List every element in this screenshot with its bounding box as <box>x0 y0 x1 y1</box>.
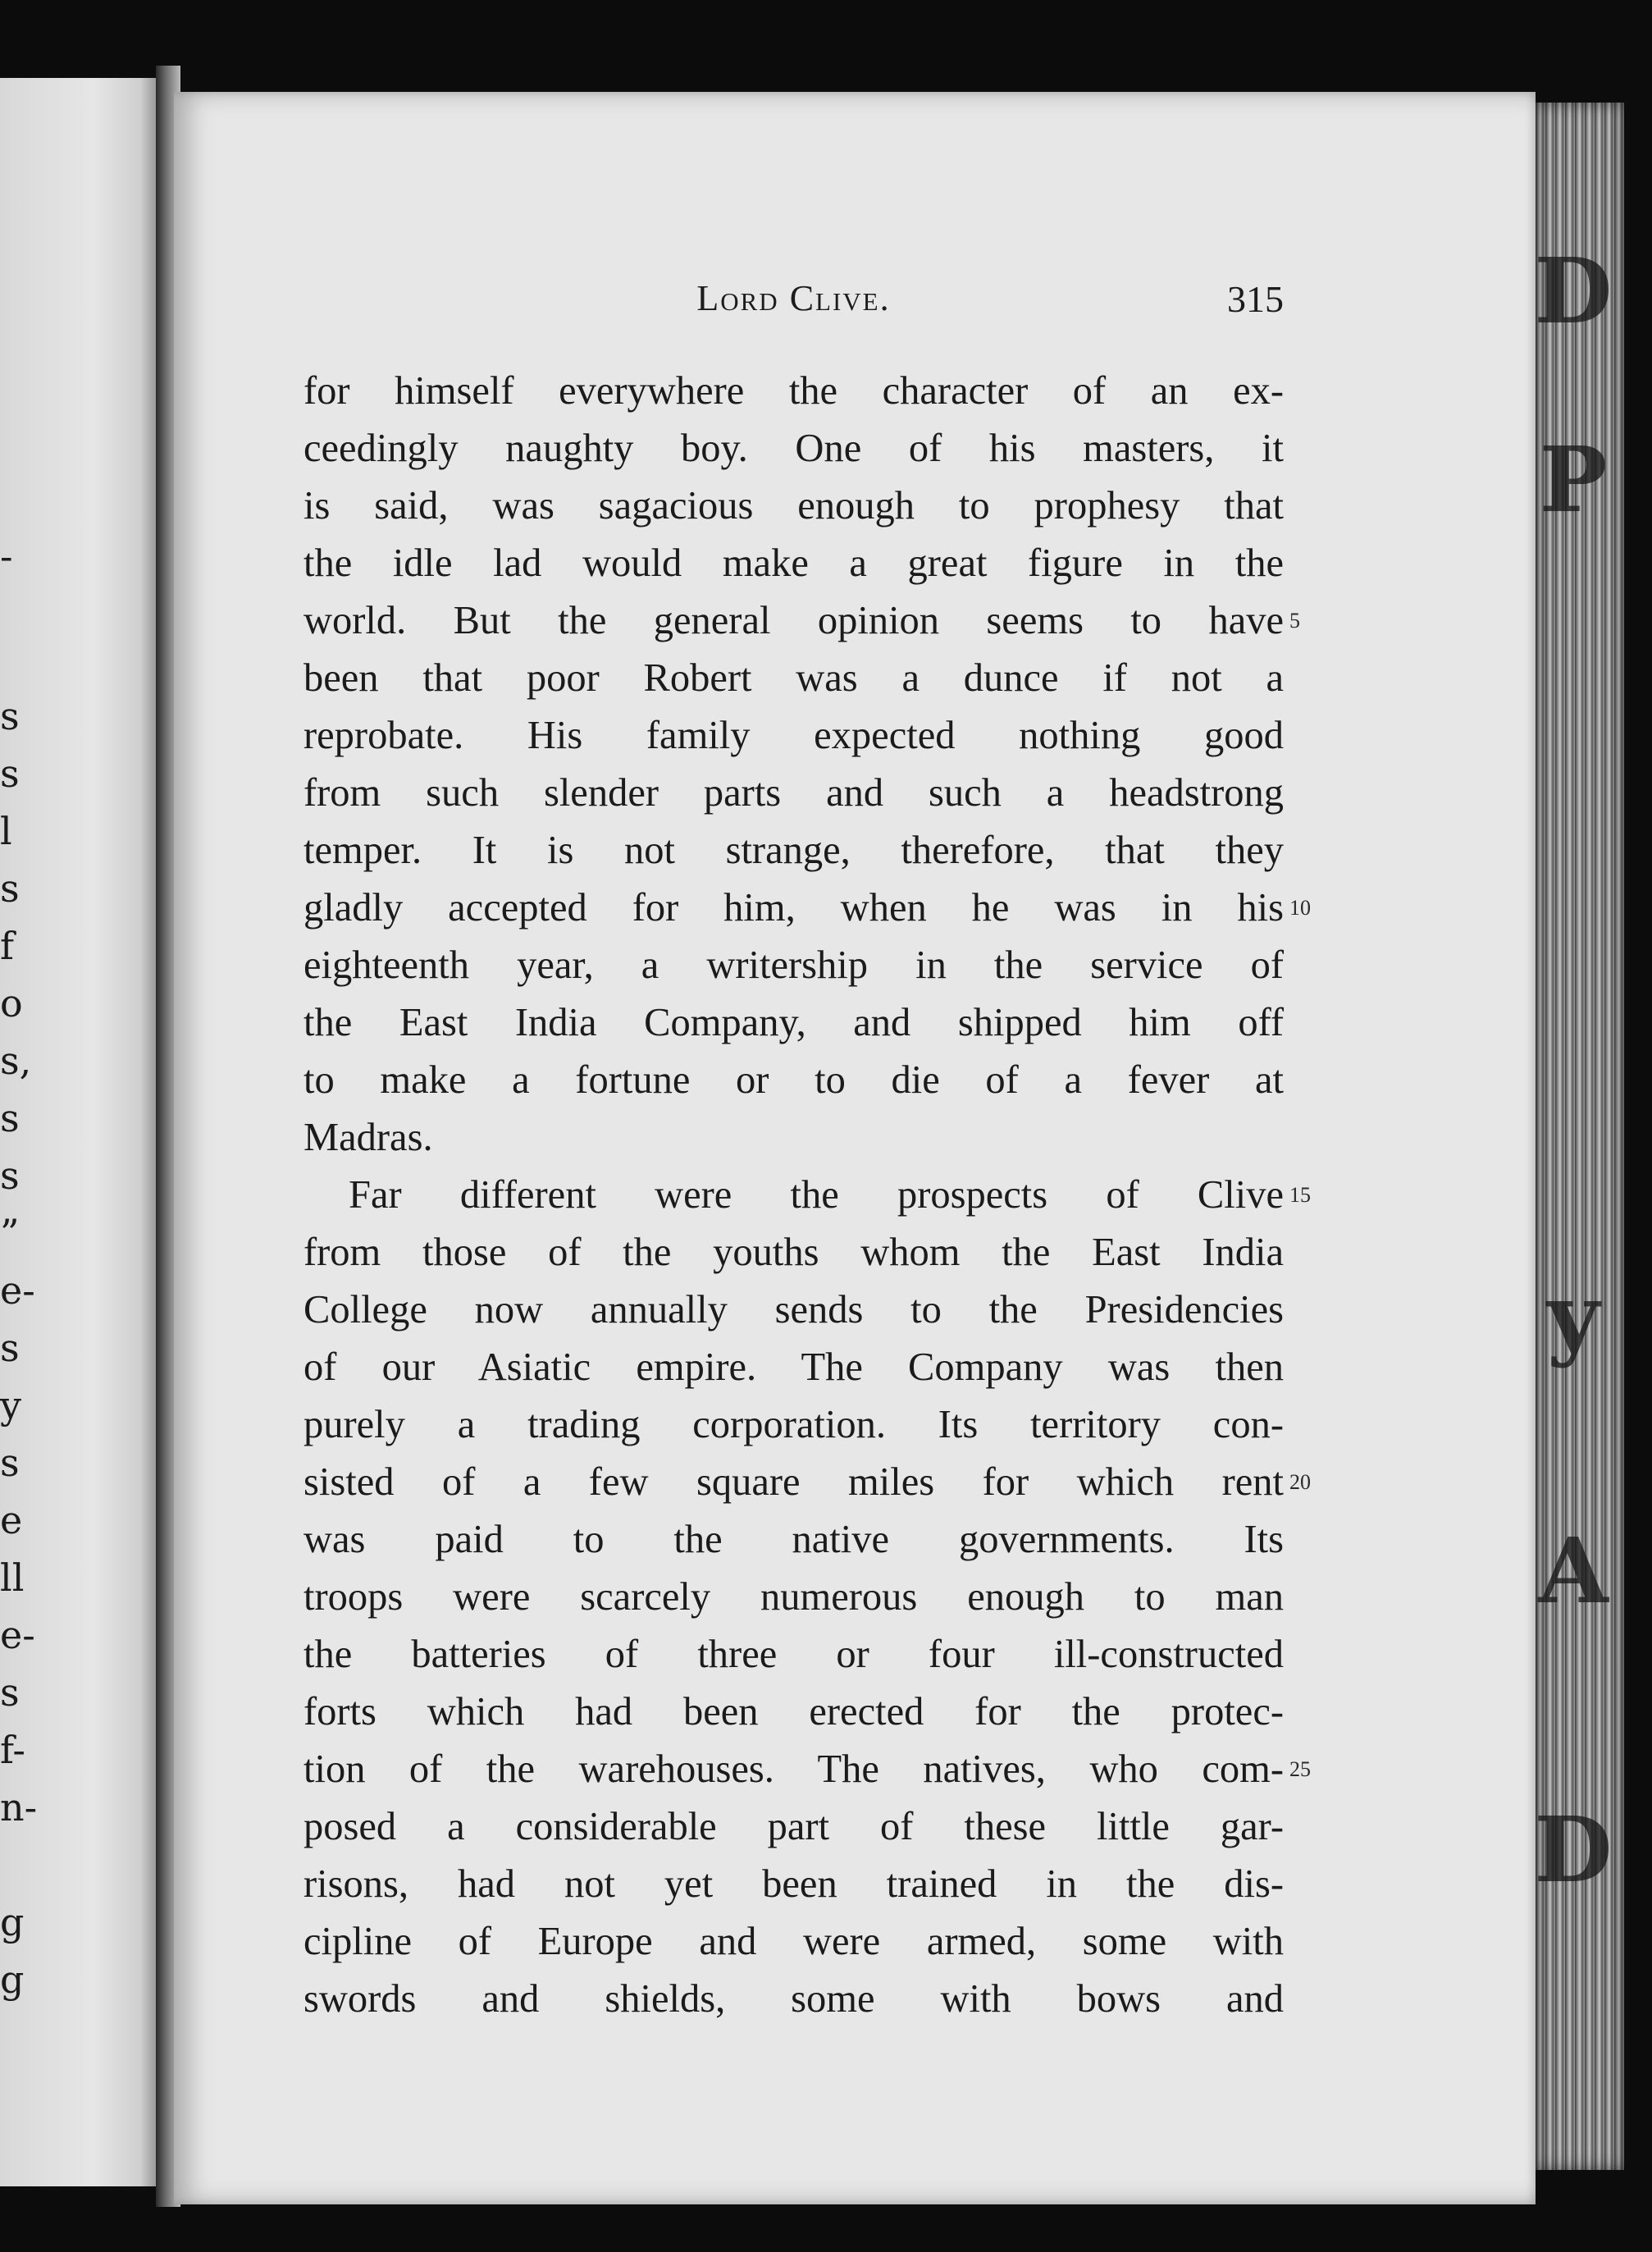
text-line: reprobate. His family expected nothing good <box>303 714 1284 757</box>
edge-mark: A <box>1538 1518 1609 1624</box>
left-fragment: e- <box>0 1268 35 1313</box>
left-fragment: o <box>0 981 23 1026</box>
left-facing-page <box>0 78 156 2186</box>
line-number: 25 <box>1289 1757 1311 1781</box>
line-number: 20 <box>1289 1470 1311 1494</box>
left-fragment: s <box>0 1096 20 1140</box>
left-fragment: s <box>0 1670 20 1715</box>
edge-mark: D <box>1534 238 1613 344</box>
text-line: eighteenth year, a writership in the service of <box>303 943 1284 987</box>
left-fragment: e- <box>0 1613 35 1657</box>
text-line: sisted of a few square miles for which rent <box>303 1460 1284 1504</box>
text-line: from such slender parts and such a headstrong <box>303 771 1284 815</box>
text-line: ceedingly naughty boy. One of his masters, it <box>303 427 1284 470</box>
left-fragment: s <box>0 866 20 911</box>
left-fragment: s, <box>0 1039 32 1083</box>
left-fragment: e <box>0 1498 23 1542</box>
text-line: Far different were the prospects of Clive <box>349 1173 1284 1217</box>
left-fragment: g <box>0 1957 25 2002</box>
left-fragment: s <box>0 1153 20 1198</box>
text-line: Madras. <box>303 1116 433 1159</box>
left-fragment: f- <box>0 1728 25 1772</box>
text-line: the East India Company, and shipped him off <box>303 1001 1284 1044</box>
left-fragment: g <box>0 1900 25 1944</box>
left-fragment: ” <box>0 1211 20 1255</box>
left-fragment: s <box>0 751 20 796</box>
text-line: was paid to the native governments. Its <box>303 1518 1284 1561</box>
text-line: world. But the general opinion seems to have <box>303 599 1284 642</box>
text-line: cipline of Europe and were armed, some with <box>303 1920 1284 1963</box>
left-fragment: n- <box>0 1785 38 1829</box>
page-number: 315 <box>1227 278 1284 320</box>
text-line: gladly accepted for him, when he was in his <box>303 886 1284 930</box>
text-line: of our Asiatic empire. The Company was then <box>303 1345 1284 1389</box>
text-line: swords and shields, some with bows and <box>303 1977 1284 2021</box>
text-line: to make a fortune or to die of a fever at <box>303 1058 1284 1102</box>
left-fragment: ll <box>0 1555 25 1600</box>
left-fragment: f <box>0 924 15 968</box>
text-line: from those of the youths whom the East India <box>303 1231 1284 1274</box>
text-line: for himself everywhere the character of an ex- <box>303 369 1284 413</box>
left-fragment: - <box>0 534 13 578</box>
left-fragment: s <box>0 1441 20 1485</box>
line-number: 10 <box>1289 896 1311 920</box>
edge-mark: y <box>1547 1263 1600 1369</box>
text-line: the batteries of three or four ill-constructed <box>303 1633 1284 1676</box>
edge-mark: P <box>1539 427 1608 532</box>
running-head-title: Lord Clive. <box>696 278 891 318</box>
text-line: tion of the warehouses. The natives, who com- <box>303 1747 1284 1791</box>
line-number: 15 <box>1289 1183 1311 1207</box>
text-line: is said, was sagacious enough to prophesy that <box>303 484 1284 528</box>
text-line: posed a considerable part of these little gar- <box>303 1805 1284 1848</box>
text-line: College now annually sends to the Presidencies <box>303 1288 1284 1332</box>
left-fragment: l <box>0 809 12 853</box>
text-line: purely a trading corporation. Its territory con- <box>303 1403 1284 1446</box>
left-fragment: y <box>0 1383 21 1427</box>
text-line: the idle lad would make a great figure in the <box>303 541 1284 585</box>
edge-mark: D <box>1534 1797 1613 1903</box>
text-line: temper. It is not strange, therefore, that they <box>303 829 1284 872</box>
text-line: forts which had been erected for the protec- <box>303 1690 1284 1734</box>
line-number: 5 <box>1289 609 1300 633</box>
text-line: troops were scarcely numerous enough to man <box>303 1575 1284 1619</box>
running-head <box>303 277 1284 327</box>
left-fragment: s <box>0 1326 20 1370</box>
text-line: risons, had not yet been trained in the dis- <box>303 1862 1284 1906</box>
text-line: been that poor Robert was a dunce if not a <box>303 656 1284 700</box>
left-fragment: s <box>0 694 20 738</box>
